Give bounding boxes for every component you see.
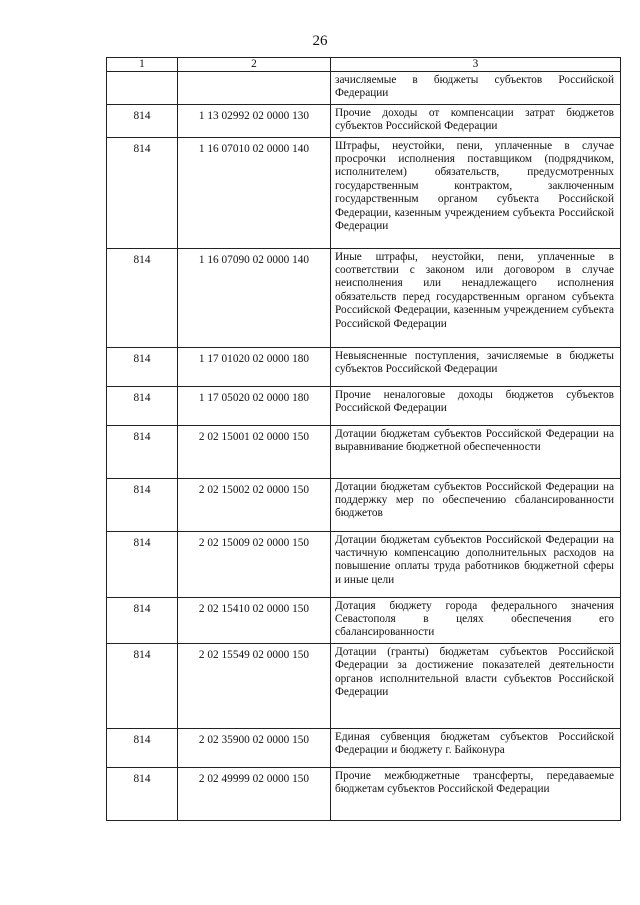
revenue-code-cell-text: 2 02 15410 02 0000 150 <box>198 602 310 615</box>
admin-code-cell <box>107 643 178 728</box>
admin-code-cell-text: 814 <box>133 142 151 155</box>
revenue-code-cell <box>178 386 331 425</box>
description-cell <box>331 347 621 386</box>
description-cell <box>331 137 621 248</box>
admin-code-cell-text: 814 <box>133 772 151 785</box>
table-header-row <box>107 58 621 72</box>
description-cell-text: Прочие межбюджетные трансферты, передаваемые бюджетам субъектов Российской Федерации <box>335 769 614 796</box>
description-cell-text: Штрафы, неустойки, пени, уплаченные в случае просрочки исполнения поставщиком (подрядчиком, исполнителем) обязательств, предусмотренных государственным контрактом, заключенным государственным органом субъекта Российской Федерации, казенным учреждением субъекта Российской Федерации <box>335 139 614 233</box>
table-row <box>107 531 621 597</box>
admin-code-cell <box>107 728 178 767</box>
table-row <box>107 728 621 767</box>
admin-code-cell <box>107 425 178 478</box>
description-cell <box>331 386 621 425</box>
revenue-code-cell-text: 1 17 01020 02 0000 180 <box>198 352 310 365</box>
revenue-code-cell <box>178 478 331 531</box>
description-cell <box>331 597 621 643</box>
admin-code-cell <box>107 347 178 386</box>
admin-code-cell <box>107 386 178 425</box>
table-row <box>107 137 621 248</box>
table-row <box>107 248 621 347</box>
description-cell-text: Единая субвенция бюджетам субъектов Российской Федерации и бюджету г. Байконура <box>335 730 614 757</box>
column-header-2: 2 <box>178 58 331 72</box>
table-row <box>107 347 621 386</box>
revenue-code-cell-text: 2 02 35900 02 0000 150 <box>198 733 310 746</box>
admin-code-cell <box>107 137 178 248</box>
admin-code-cell-text: 814 <box>133 536 151 549</box>
description-cell-text: Невыясненные поступления, зачисляемые в бюджеты субъектов Российской Федерации <box>335 349 614 376</box>
admin-code-cell-text: 814 <box>133 253 151 266</box>
admin-code-cell-text: 814 <box>133 483 151 496</box>
description-cell <box>331 478 621 531</box>
revenue-code-cell-text: 2 02 15549 02 0000 150 <box>198 648 310 661</box>
table-row <box>107 643 621 728</box>
revenue-code-cell-text: 1 17 05020 02 0000 180 <box>198 391 310 404</box>
description-cell <box>331 767 621 820</box>
admin-code-cell <box>107 597 178 643</box>
description-cell-text: Иные штрафы, неустойки, пени, уплаченные в соответствии с законом или договором в случае неисполнения или ненадлежащего исполнения обязательств перед государственным органом субъекта Российской Федерации, казенным учреждением субъекта Российской Федерации <box>335 250 614 330</box>
admin-code-cell-text: 814 <box>133 733 151 746</box>
admin-code-cell <box>107 104 178 137</box>
revenue-code-cell-text: 2 02 49999 02 0000 150 <box>198 772 310 785</box>
column-header-1: 1 <box>107 58 178 72</box>
description-cell-text: Прочие доходы от компенсации затрат бюджетов субъектов Российской Федерации <box>335 106 614 133</box>
column-header-3: 3 <box>331 58 621 72</box>
description-cell <box>331 531 621 597</box>
description-cell <box>331 72 621 105</box>
admin-code-cell <box>107 72 178 105</box>
admin-code-cell-text: 814 <box>133 391 151 404</box>
description-cell <box>331 425 621 478</box>
revenue-code-cell <box>178 767 331 820</box>
revenue-code-cell <box>178 643 331 728</box>
description-cell-text: зачисляемые в бюджеты субъектов Российской Федерации <box>335 74 614 100</box>
admin-code-cell <box>107 531 178 597</box>
table-row <box>107 425 621 478</box>
description-cell <box>331 643 621 728</box>
revenue-code-cell <box>178 248 331 347</box>
revenue-code-cell <box>178 72 331 105</box>
revenue-code-cell <box>178 531 331 597</box>
admin-code-cell <box>107 767 178 820</box>
admin-code-cell-text: 814 <box>133 602 151 615</box>
page-number: 26 <box>312 33 328 49</box>
revenue-codes-table <box>106 57 621 821</box>
admin-code-cell-text <box>107 72 177 80</box>
revenue-code-cell <box>178 597 331 643</box>
table-row <box>107 478 621 531</box>
description-cell-text: Дотации бюджетам субъектов Российской Федерации на частичную компенсацию дополнительных расходов на повышение оплаты труда работников бюджетной сферы и иные цели <box>335 533 614 586</box>
table-row <box>107 72 621 105</box>
revenue-code-cell <box>178 347 331 386</box>
description-cell-text: Дотации бюджетам субъектов Российской Федерации на выравнивание бюджетной обеспеченности <box>335 427 614 454</box>
table-body <box>107 72 621 821</box>
admin-code-cell-text: 814 <box>133 430 151 443</box>
revenue-code-cell-text: 1 13 02992 02 0000 130 <box>198 109 310 122</box>
revenue-code-cell <box>178 728 331 767</box>
table-row <box>107 597 621 643</box>
table-row <box>107 386 621 425</box>
description-cell-text: Прочие неналоговые доходы бюджетов субъектов Российской Федерации <box>335 388 614 415</box>
admin-code-cell-text: 814 <box>133 648 151 661</box>
description-cell <box>331 728 621 767</box>
revenue-code-cell-text: 1 16 07090 02 0000 140 <box>198 253 310 266</box>
table-row <box>107 767 621 820</box>
revenue-code-cell <box>178 425 331 478</box>
admin-code-cell-text: 814 <box>133 109 151 122</box>
revenue-code-cell <box>178 137 331 248</box>
description-cell-text: Дотация бюджету города федерального значения Севастополя в целях обеспечения его сбалансированности <box>335 599 614 639</box>
revenue-code-cell <box>178 104 331 137</box>
admin-code-cell-text: 814 <box>133 352 151 365</box>
description-cell <box>331 248 621 347</box>
description-cell-text: Дотации бюджетам субъектов Российской Федерации на поддержку мер по обеспечению сбалансированности бюджетов <box>335 480 614 520</box>
admin-code-cell <box>107 248 178 347</box>
revenue-code-cell-text: 2 02 15002 02 0000 150 <box>198 483 310 496</box>
table-row <box>107 104 621 137</box>
revenue-code-cell-text: 2 02 15001 02 0000 150 <box>198 430 310 443</box>
description-cell-text: Дотации (гранты) бюджетам субъектов Российской Федерации за достижение показателей деятельности органов исполнительной власти субъектов Российской Федерации <box>335 645 614 699</box>
revenue-code-cell-text <box>178 72 330 80</box>
revenue-code-cell-text: 1 16 07010 02 0000 140 <box>198 142 310 155</box>
description-cell <box>331 104 621 137</box>
admin-code-cell <box>107 478 178 531</box>
revenue-code-cell-text: 2 02 15009 02 0000 150 <box>198 536 310 549</box>
